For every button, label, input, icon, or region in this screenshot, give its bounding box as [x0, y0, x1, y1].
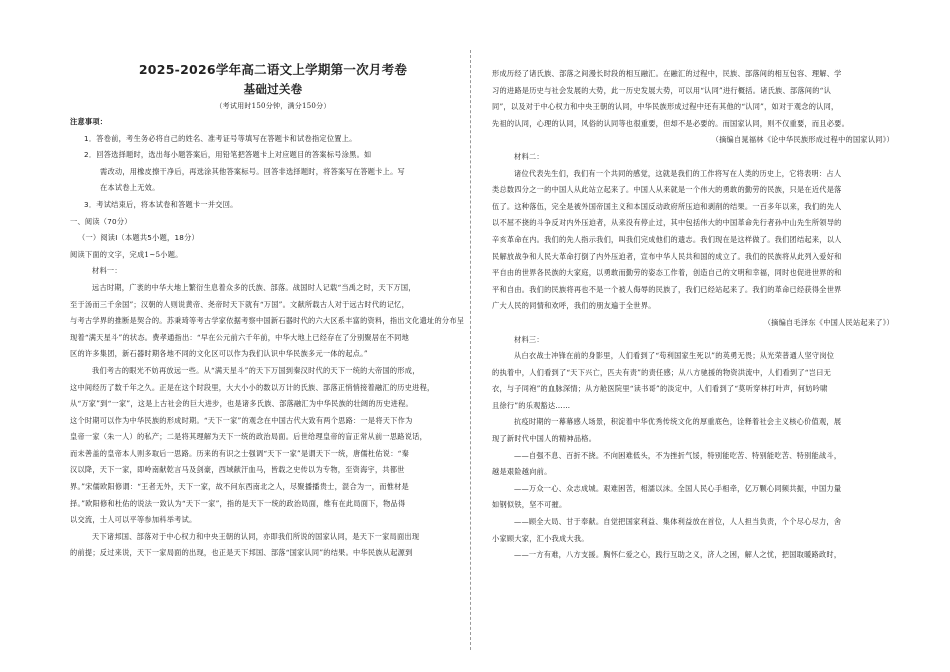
text-line: 而未善盖的皇帝本人则多取后一思路。历来的有识之士强调“天下一家”是谓天下一统，唐儒杜佑说：“秦 — [70, 448, 410, 458]
text-line: 辛亥革命在内。我们的先人指示我们，叫我们完成他们的遗志。我们现在是这样做了。我们团结起来，以人 — [492, 234, 842, 244]
text-line: 远古时期，广袤的中华大地上繁衍生息着众多的氏族、部落。战国时人记载“当禹之时，天下万国， — [92, 282, 416, 292]
text-line: 汉以降，天下一家，即岭南献乾言马及剑豪，西域献汗血马，皆载之史传以为专物，至资海宇，共都世 — [70, 465, 405, 475]
text-line: 这个时期可以作为中华民族的形成时期。“天下一家”的观念在中国古代大致有两个思路：一是将天下作为 — [70, 415, 413, 425]
subsection-heading: （一）阅读Ⅰ（本题共5小题，18分） — [78, 233, 199, 243]
text-line: 衣，与子同袍”的血脉深情；从方舱医院里“读书哥”的淡定中，人们看到了“莫听穿林打叶声，何妨吟啸 — [492, 384, 828, 394]
text-line: 现了新时代中国人的精神品格。 — [492, 434, 597, 444]
material-1-text — [70, 280, 476, 562]
material-1-continued — [492, 66, 898, 132]
text-line: 我们考古的眼光不妨再放远一些。从“满天星斗”的天下万国到秦汉时代的天下一统的大帝国的形成， — [92, 365, 420, 375]
exam-title: 2025-2026学年高二语文上学期第一次月考卷 — [138, 62, 408, 77]
text-line: 的执着中，人们看到了“天下兴亡，匹夫有责”的责任感；从八方驰援的物资洪流中，人们看到了“岂曰无 — [492, 367, 832, 377]
text-line: 现着“满天星斗”的状态。费孝通指出：“早在公元前六千年前，中华大地上已经存在了分别聚居在不同地 — [70, 332, 410, 342]
exam-time-note: （考试用时150分钟，满分150分） — [215, 102, 331, 110]
text-line: 以交流，士人可以平等参加科举考试。 — [70, 515, 197, 525]
text-line: ——顾全大局、甘于奉献。自觉把国家利益、集体利益放在首位，人人担当负责，个个尽心尽力，舍 — [514, 517, 842, 527]
text-line: 如钢似铁，坚不可摧。 — [492, 500, 567, 510]
material-2-label: 材料二： — [514, 151, 544, 161]
text-line: 类总数四分之一的中国人从此站立起来了。中国人从来就是一个伟大的勇敢的勤劳的民族，只是在近代是落 — [492, 185, 842, 195]
material-3-text — [492, 348, 898, 564]
text-line: 习的进路是历史与社会发展的大势，此一历史发展大势，可以用“认同”进行概括。诸氏族、部落间的“认 — [492, 85, 832, 95]
text-line: 且徐行”的乐观豁达…… — [492, 400, 571, 410]
text-line: 小家顾大家，汇小我成大我。 — [492, 533, 589, 543]
notice-item-2: 2．回答选择题时，选出每小题答案后，用铅笔把答题卡上对应题目的答案标号涂黑。如 — [84, 150, 372, 160]
text-line: 以不屈不挠的斗争反对内外压迫者，从来没有停止过，其中包括伟大的中国革命先行者孙中山先生所领导的 — [492, 218, 842, 228]
text-line: 从白衣战士冲锋在前的身影里，人们看到了“苟利国家生死以”的英勇无畏；从光荣普通人坚守岗位 — [514, 351, 835, 361]
text-line: 越是艰险越向前。 — [492, 467, 552, 477]
text-line: 区的许多集团，新石器时期各地不同的文化区可以作为我们认识中华民族多元一体的起点。” — [70, 349, 368, 359]
left-column — [70, 62, 476, 562]
text-line: 伍了。这种落伍，完全是被外国帝国主义和本国反动政府所压迫和剥削的结果。一百多年以来，我们的先人 — [492, 201, 842, 211]
notice-item-2-cont: 在本试卷上无效。 — [100, 183, 160, 193]
text-line: 先祖的认同，心理的认同，风俗的认同等也很重要，但却不是必要的。而国家认同，则不仅重要，而且必要。 — [492, 118, 850, 128]
text-line: 择。”欧阳修和杜佑的说法一致认为“天下一家”，指的是天下一统的政治局面，维有在此局面下，物品得 — [70, 498, 406, 508]
text-line: 皇帝一家（朱一人）的私产；二是将其理解为天下一统的政治局面。后世给理皇帝的盲正常从前一思路说话， — [70, 432, 428, 442]
text-line: ——万众一心、众志成城。艰难困苦，相濡以沫。全国人民心手相牵，亿万颗心同频共振，中国力量 — [514, 483, 842, 493]
material-1-source: （摘编自晁福林《论中华民族形成过程中的国家认同》） — [711, 135, 894, 145]
text-line: ——自强不息、百折不挠。不向困难低头，不为挫折气馁，特别能吃苦、特别能吃苦、特别能战斗， — [514, 450, 842, 460]
text-line: 平自由的世界各民族的大家庭，以勇敢而勤劳的姿态工作着，创造自己的文明和幸福，同时也促进世界的和 — [492, 268, 842, 278]
text-line: 至于汤而三千余国”；汉朝的人则说黄帝、尧帝时天下就有“万国”。文献所载古人对于远古时代的记忆， — [70, 299, 410, 309]
text-line: 从“万家”到“一家”，这是上古社会的巨大进步，也是诸多氏族、部落融汇为中华民族的壮阔的历史进程。 — [70, 399, 413, 409]
section-heading: 一、阅读（70分） — [70, 216, 132, 226]
notice-heading: 注意事项： — [70, 117, 108, 126]
text-line: ——一方有难，八方支援。胸怀仁爱之心，践行互助之义，济人之困，解人之忧，把国取暖路政时， — [514, 550, 842, 560]
text-line: 与考古学界的推断是契合的。苏秉琦等考古学家依据考察中国新石器时代的六大区系丰富的资料，指出文化遗址的分布呈 — [70, 316, 465, 326]
text-line: 天下诸邦国、部落对于中心权力和中央王朝的认同，亦即我们所说的国家认同，是天下一家局面出现 — [92, 531, 420, 541]
right-column — [492, 66, 898, 564]
text-line: 广大人民的同情和欢呼，我们的朋友遍于全世界。 — [492, 301, 656, 311]
notice-item-2-cont: 需改动，用橡皮擦干净后，再选涂其他答案标号。回答非选择题时，将答案写在答题卡上。写 — [100, 166, 405, 176]
text-line: 同”，以及对于中心权力和中央王朝的认同，中华民族形成过程中还有其他的“认同”，如对于观念的认同， — [492, 102, 839, 112]
notice-item-3: 3．考试结束后，将本试卷和答题卡一并交回。 — [84, 199, 238, 209]
material-3-label: 材料三： — [514, 334, 544, 344]
notice-item-1: 1．答卷前，考生务必将自己的姓名、准考证号等填写在答题卡和试卷指定位置上。 — [84, 133, 357, 143]
text-line: 平和自由。我们的民族将再也不是一个被人侮辱的民族了，我们已经站起来了。我们的革命已经获得全世界 — [492, 284, 842, 294]
material-2-text — [492, 166, 898, 315]
text-line: 形成历经了诸氏族、部落之间漫长时段的相互融汇。在融汇的过程中，民族、部落间的相互包容、理解、学 — [492, 69, 842, 78]
text-line: 抗疫时期的一幕幕感人场景，积淀着中华优秀传统文化的厚重底色，诠释着社会主义核心价值观，展 — [514, 417, 842, 427]
text-line: 这中间经历了数千年之久。正是在这个时段里，大大小小的数以万计的氏族、部落正悄悄接着融汇的历史进程， — [70, 382, 435, 392]
text-line: 界。”宋儒欧阳修谓：“王者无外，天下一家，故不问东西南北之人，尽聚播播贵士，混合为一，而惟材是 — [70, 482, 409, 492]
text-line: 的前提；反过来说，天下一家局面的出现，也正是天下邦国、部落“国家认同”的结果。中华民族从起源到 — [70, 548, 413, 558]
material-1-label: 材料一： — [92, 266, 122, 276]
exam-subtitle: 基础过关卷 — [243, 82, 303, 96]
material-2-source: （摘编自毛泽东《中国人民站起来了》） — [763, 317, 894, 327]
text-line: 民解放战争和人民大革命打倒了内外压迫者，宣布中华人民共和国的成立了。我们的民族将从此列入爱好和 — [492, 251, 842, 261]
reading-instruction: 阅读下面的文字，完成1~5小题。 — [70, 249, 183, 259]
text-line: 诸位代表先生们，我们有一个共同的感觉，这就是我们的工作将写在人类的历史上，它将表明：占人 — [514, 168, 842, 178]
